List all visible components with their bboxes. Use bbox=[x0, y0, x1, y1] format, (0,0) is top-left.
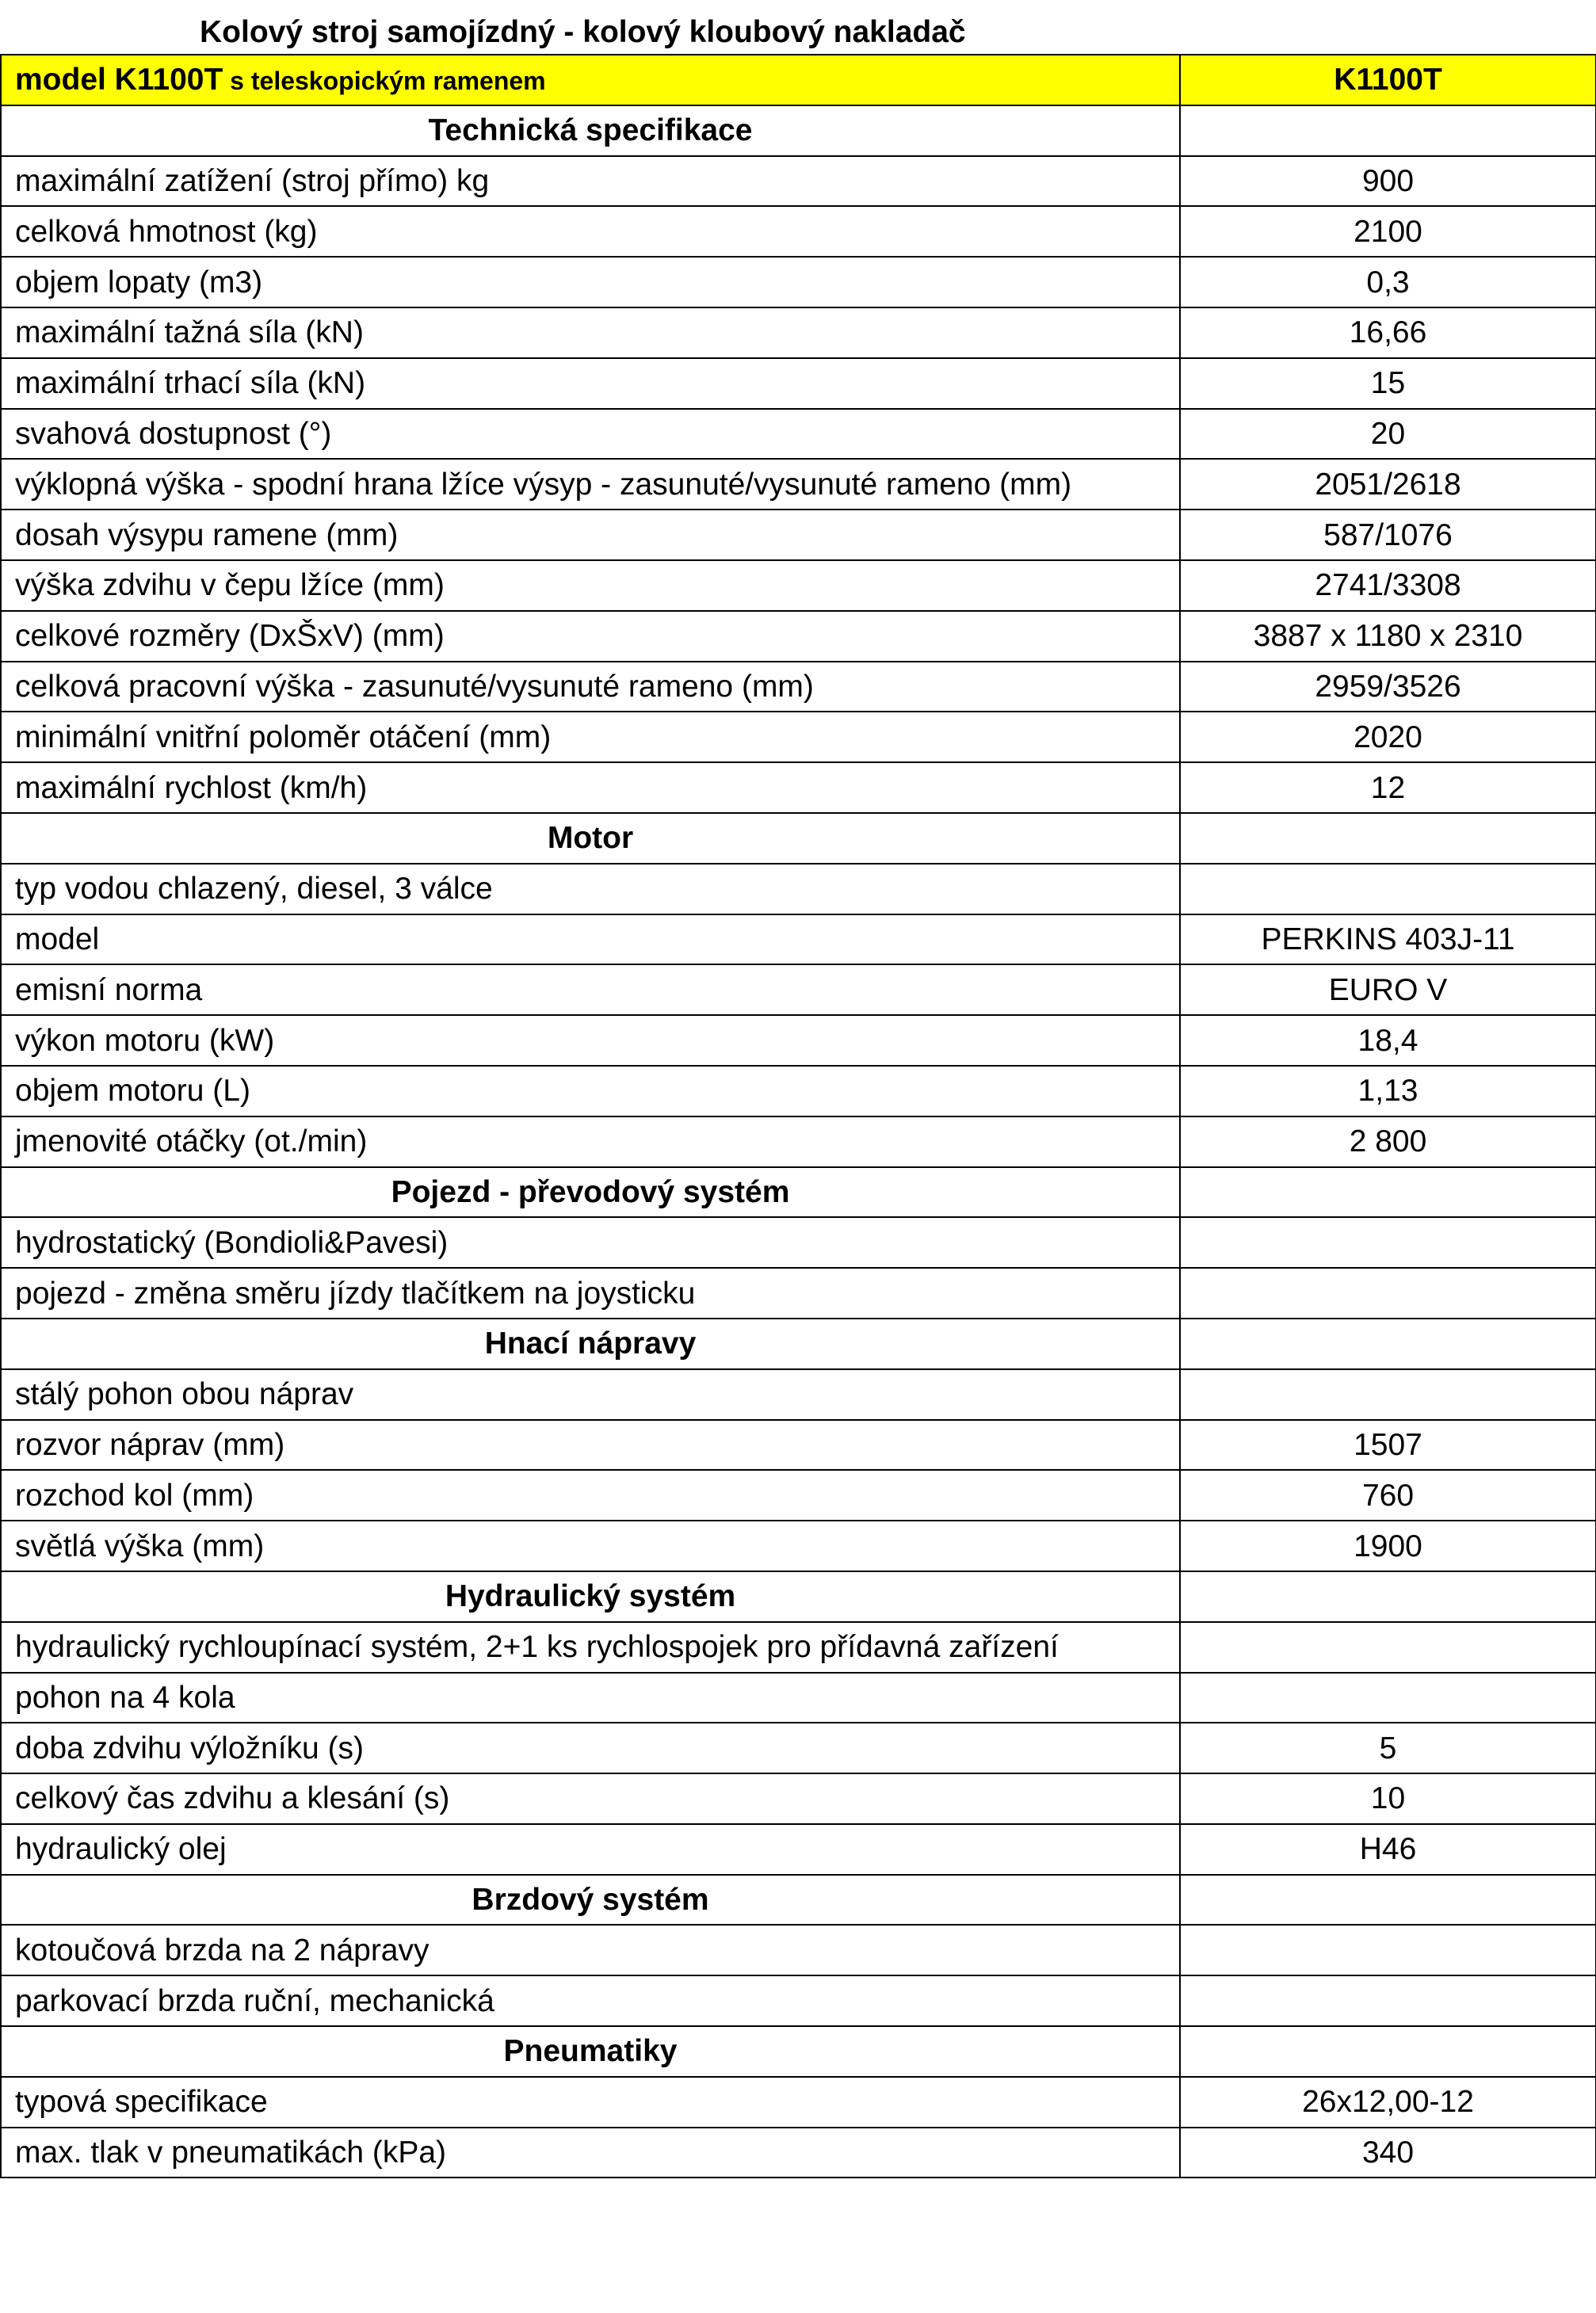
spec-value: 2 800 bbox=[1180, 1116, 1596, 1167]
spec-value: 2051/2618 bbox=[1180, 459, 1596, 510]
section-heading: Brzdový systém bbox=[1, 1875, 1180, 1926]
table-row bbox=[1, 762, 1596, 813]
spec-value: 16,66 bbox=[1180, 307, 1596, 358]
spec-value: 1507 bbox=[1180, 1420, 1596, 1471]
section-heading-empty-cell bbox=[1180, 105, 1596, 156]
section-header-brzdovy-system bbox=[1, 1875, 1596, 1926]
spec-value bbox=[1180, 1925, 1596, 1975]
spec-label: výška zdvihu v čepu lžíce (mm) bbox=[1, 560, 1180, 611]
table-row bbox=[1, 1116, 1596, 1167]
table-row bbox=[1, 1369, 1596, 1420]
spec-label: minimální vnitřní poloměr otáčení (mm) bbox=[1, 712, 1180, 762]
table-row bbox=[1, 1975, 1596, 2026]
model-value-cell: K1100T bbox=[1180, 55, 1596, 105]
table-row bbox=[1, 662, 1596, 712]
spec-label: maximální trhací síla (kN) bbox=[1, 358, 1180, 409]
table-row bbox=[1, 1015, 1596, 1066]
table-row bbox=[1, 1673, 1596, 1723]
spec-label: výkon motoru (kW) bbox=[1, 1015, 1180, 1066]
spec-value bbox=[1180, 1975, 1596, 2026]
spec-value: 340 bbox=[1180, 2128, 1596, 2178]
spec-value bbox=[1180, 1369, 1596, 1420]
table-row bbox=[1, 459, 1596, 510]
spec-label: model bbox=[1, 914, 1180, 965]
table-row bbox=[1, 560, 1596, 611]
spec-value: 20 bbox=[1180, 409, 1596, 460]
section-header-motor bbox=[1, 813, 1596, 864]
spec-value bbox=[1180, 1217, 1596, 1268]
spec-value: 587/1076 bbox=[1180, 510, 1596, 560]
spec-label: jmenovité otáčky (ot./min) bbox=[1, 1116, 1180, 1167]
spec-value: 26x12,00-12 bbox=[1180, 2077, 1596, 2128]
table-row bbox=[1, 1521, 1596, 1571]
spec-value: 2020 bbox=[1180, 712, 1596, 762]
spec-label: pohon na 4 kola bbox=[1, 1673, 1180, 1723]
section-heading: Pneumatiky bbox=[1, 2026, 1180, 2077]
spec-label: maximální zatížení (stroj přímo) kg bbox=[1, 156, 1180, 207]
spec-value: PERKINS 403J-11 bbox=[1180, 914, 1596, 965]
spec-label: svahová dostupnost (°) bbox=[1, 409, 1180, 460]
spec-label: pojezd - změna směru jízdy tlačítkem na joysticku bbox=[1, 1268, 1180, 1319]
section-heading: Technická specifikace bbox=[1, 105, 1180, 156]
table-row bbox=[1, 1925, 1596, 1975]
spec-label: hydraulický olej bbox=[1, 1824, 1180, 1875]
spec-label: objem lopaty (m3) bbox=[1, 257, 1180, 307]
section-heading-empty-cell bbox=[1180, 813, 1596, 864]
spec-label: celkový čas zdvihu a klesání (s) bbox=[1, 1773, 1180, 1824]
table-row bbox=[1, 307, 1596, 358]
section-header-pojezd-prevodovy-system bbox=[1, 1167, 1596, 1218]
spec-label: parkovací brzda ruční, mechanická bbox=[1, 1975, 1180, 2026]
spec-value: 5 bbox=[1180, 1723, 1596, 1773]
table-row bbox=[1, 1470, 1596, 1521]
section-heading-empty-cell bbox=[1180, 1167, 1596, 1218]
section-heading-empty-cell bbox=[1180, 2026, 1596, 2077]
table-row bbox=[1, 1217, 1596, 1268]
spec-value: 0,3 bbox=[1180, 257, 1596, 307]
spec-label: dosah výsypu ramene (mm) bbox=[1, 510, 1180, 560]
table-row bbox=[1, 409, 1596, 460]
table-row bbox=[1, 1622, 1596, 1673]
table-row bbox=[1, 1420, 1596, 1471]
table-row bbox=[1, 1268, 1596, 1319]
spec-label: celková hmotnost (kg) bbox=[1, 206, 1180, 257]
spec-value: 1900 bbox=[1180, 1521, 1596, 1571]
spec-label: emisní norma bbox=[1, 964, 1180, 1015]
spec-value: 12 bbox=[1180, 762, 1596, 813]
spec-table-body bbox=[1, 55, 1596, 2178]
spec-label: rozvor náprav (mm) bbox=[1, 1420, 1180, 1471]
table-row bbox=[1, 611, 1596, 662]
section-header-hnaci-napravy bbox=[1, 1319, 1596, 1369]
spec-value: 900 bbox=[1180, 156, 1596, 207]
table-row bbox=[1, 1773, 1596, 1824]
spec-value: 3887 x 1180 x 2310 bbox=[1180, 611, 1596, 662]
section-heading: Pojezd - převodový systém bbox=[1, 1167, 1180, 1218]
spec-value: 2100 bbox=[1180, 206, 1596, 257]
spec-label: rozchod kol (mm) bbox=[1, 1470, 1180, 1521]
spec-value: 2741/3308 bbox=[1180, 560, 1596, 611]
spec-value: 760 bbox=[1180, 1470, 1596, 1521]
table-row bbox=[1, 914, 1596, 965]
section-header-technicka-specifikace bbox=[1, 105, 1596, 156]
table-row bbox=[1, 510, 1596, 560]
model-row bbox=[1, 55, 1596, 105]
spec-label: světlá výška (mm) bbox=[1, 1521, 1180, 1571]
section-heading-empty-cell bbox=[1180, 1571, 1596, 1622]
spec-label: celkové rozměry (DxŠxV) (mm) bbox=[1, 611, 1180, 662]
section-header-hydraulicky-system bbox=[1, 1571, 1596, 1622]
spec-value: 1,13 bbox=[1180, 1066, 1596, 1116]
model-label-main: model K1100T bbox=[15, 63, 223, 97]
spec-label: maximální tažná síla (kN) bbox=[1, 307, 1180, 358]
table-row bbox=[1, 964, 1596, 1015]
table-row bbox=[1, 712, 1596, 762]
spec-table bbox=[0, 54, 1596, 2178]
section-header-pneumatiky bbox=[1, 2026, 1596, 2077]
spec-value: EURO V bbox=[1180, 964, 1596, 1015]
table-row bbox=[1, 1066, 1596, 1116]
spec-value: H46 bbox=[1180, 1824, 1596, 1875]
table-row bbox=[1, 864, 1596, 914]
spec-label: stálý pohon obou náprav bbox=[1, 1369, 1180, 1420]
model-label-cell bbox=[1, 55, 1180, 105]
section-heading-empty-cell bbox=[1180, 1875, 1596, 1926]
table-row bbox=[1, 257, 1596, 307]
document-title: Kolový stroj samojízdný - kolový kloubový nakladač bbox=[200, 15, 966, 49]
section-heading: Motor bbox=[1, 813, 1180, 864]
table-row bbox=[1, 156, 1596, 207]
spec-label: typová specifikace bbox=[1, 2077, 1180, 2128]
spec-label: výklopná výška - spodní hrana lžíce výsyp - zasunuté/vysunuté rameno (mm) bbox=[1, 459, 1180, 510]
table-row bbox=[1, 2077, 1596, 2128]
spec-value: 18,4 bbox=[1180, 1015, 1596, 1066]
table-row bbox=[1, 2128, 1596, 2178]
table-row bbox=[1, 1824, 1596, 1875]
spec-label: hydrostatický (Bondioli&Pavesi) bbox=[1, 1217, 1180, 1268]
section-heading: Hydraulický systém bbox=[1, 1571, 1180, 1622]
spec-label: kotoučová brzda na 2 nápravy bbox=[1, 1925, 1180, 1975]
section-heading-empty-cell bbox=[1180, 1319, 1596, 1369]
table-row bbox=[1, 358, 1596, 409]
spec-value bbox=[1180, 1673, 1596, 1723]
spec-value: 2959/3526 bbox=[1180, 662, 1596, 712]
spec-label: hydraulický rychloupínací systém, 2+1 ks rychlospojek pro přídavná zařízení bbox=[1, 1622, 1180, 1673]
spec-value: 15 bbox=[1180, 358, 1596, 409]
spec-value: 10 bbox=[1180, 1773, 1596, 1824]
spec-value bbox=[1180, 1622, 1596, 1673]
spec-label: maximální rychlost (km/h) bbox=[1, 762, 1180, 813]
spec-label: celková pracovní výška - zasunuté/vysunuté rameno (mm) bbox=[1, 662, 1180, 712]
table-row bbox=[1, 206, 1596, 257]
table-row bbox=[1, 1723, 1596, 1773]
spec-label: max. tlak v pneumatikách (kPa) bbox=[1, 2128, 1180, 2178]
section-heading: Hnací nápravy bbox=[1, 1319, 1180, 1369]
spec-label: objem motoru (L) bbox=[1, 1066, 1180, 1116]
model-label-sub: s teleskopickým ramenem bbox=[223, 67, 546, 96]
spec-value bbox=[1180, 1268, 1596, 1319]
spec-label: doba zdvihu výložníku (s) bbox=[1, 1723, 1180, 1773]
spec-value bbox=[1180, 864, 1596, 914]
spec-label: typ vodou chlazený, diesel, 3 válce bbox=[1, 864, 1180, 914]
